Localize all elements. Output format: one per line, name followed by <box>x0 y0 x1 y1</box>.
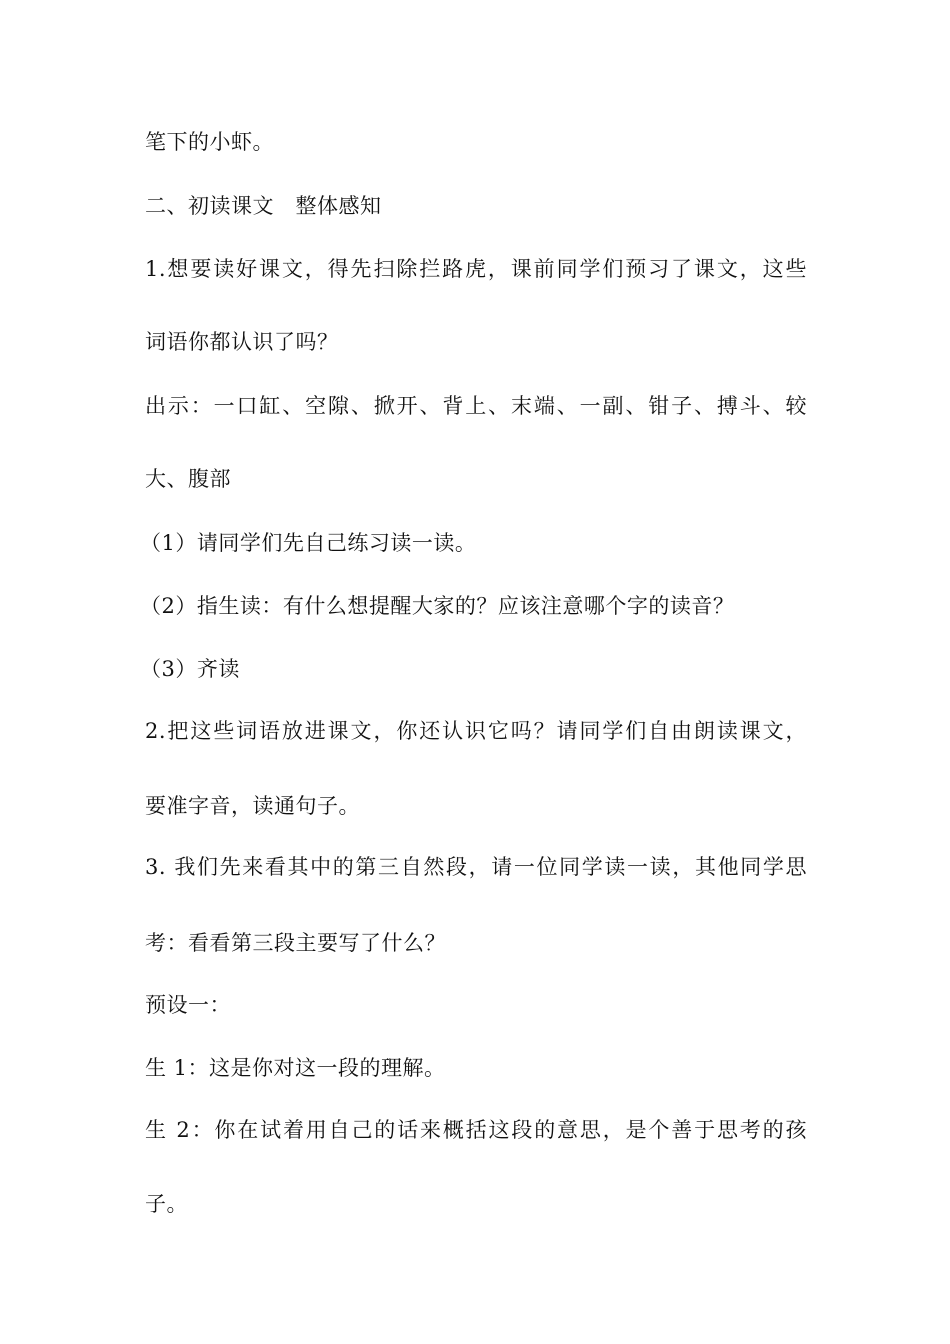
text-line: 生 1：这是你对这一段的理解。 <box>145 1056 446 1080</box>
list-item: （1）请同学们先自己练习读一读。 <box>140 531 477 555</box>
text-line: 1.想要读好课文，得先扫除拦路虎，课前同学们预习了课文，这些 <box>145 257 807 281</box>
text-line: 要准字音，读通句子。 <box>145 794 360 818</box>
text-line: 出示：一口缸、空隙、掀开、背上、末端、一副、钳子、搏斗、较 <box>145 394 807 418</box>
text-line: 笔下的小虾。 <box>145 130 274 154</box>
text-line: 词语你都认识了吗？ <box>145 330 339 354</box>
text-line: 子。 <box>145 1192 188 1216</box>
text-line: 3. 我们先来看其中的第三自然段，请一位同学读一读，其他同学思 <box>145 855 807 879</box>
text-line: 考：看看第三段主要写了什么？ <box>145 931 446 955</box>
list-item: （3）齐读 <box>140 657 240 681</box>
list-item: （2）指生读：有什么想提醒大家的？应该注意哪个字的读音？ <box>140 594 735 618</box>
text-line: 大、腹部 <box>145 467 231 491</box>
text-line: 生 2：你在试着用自己的话来概括这段的意思，是个善于思考的孩 <box>145 1118 807 1142</box>
section-heading: 二、初读课文 整体感知 <box>145 194 382 218</box>
text-line: 预设一： <box>145 993 231 1017</box>
text-line: 2.把这些词语放进课文，你还认识它吗？请同学们自由朗读课文， <box>145 719 807 743</box>
